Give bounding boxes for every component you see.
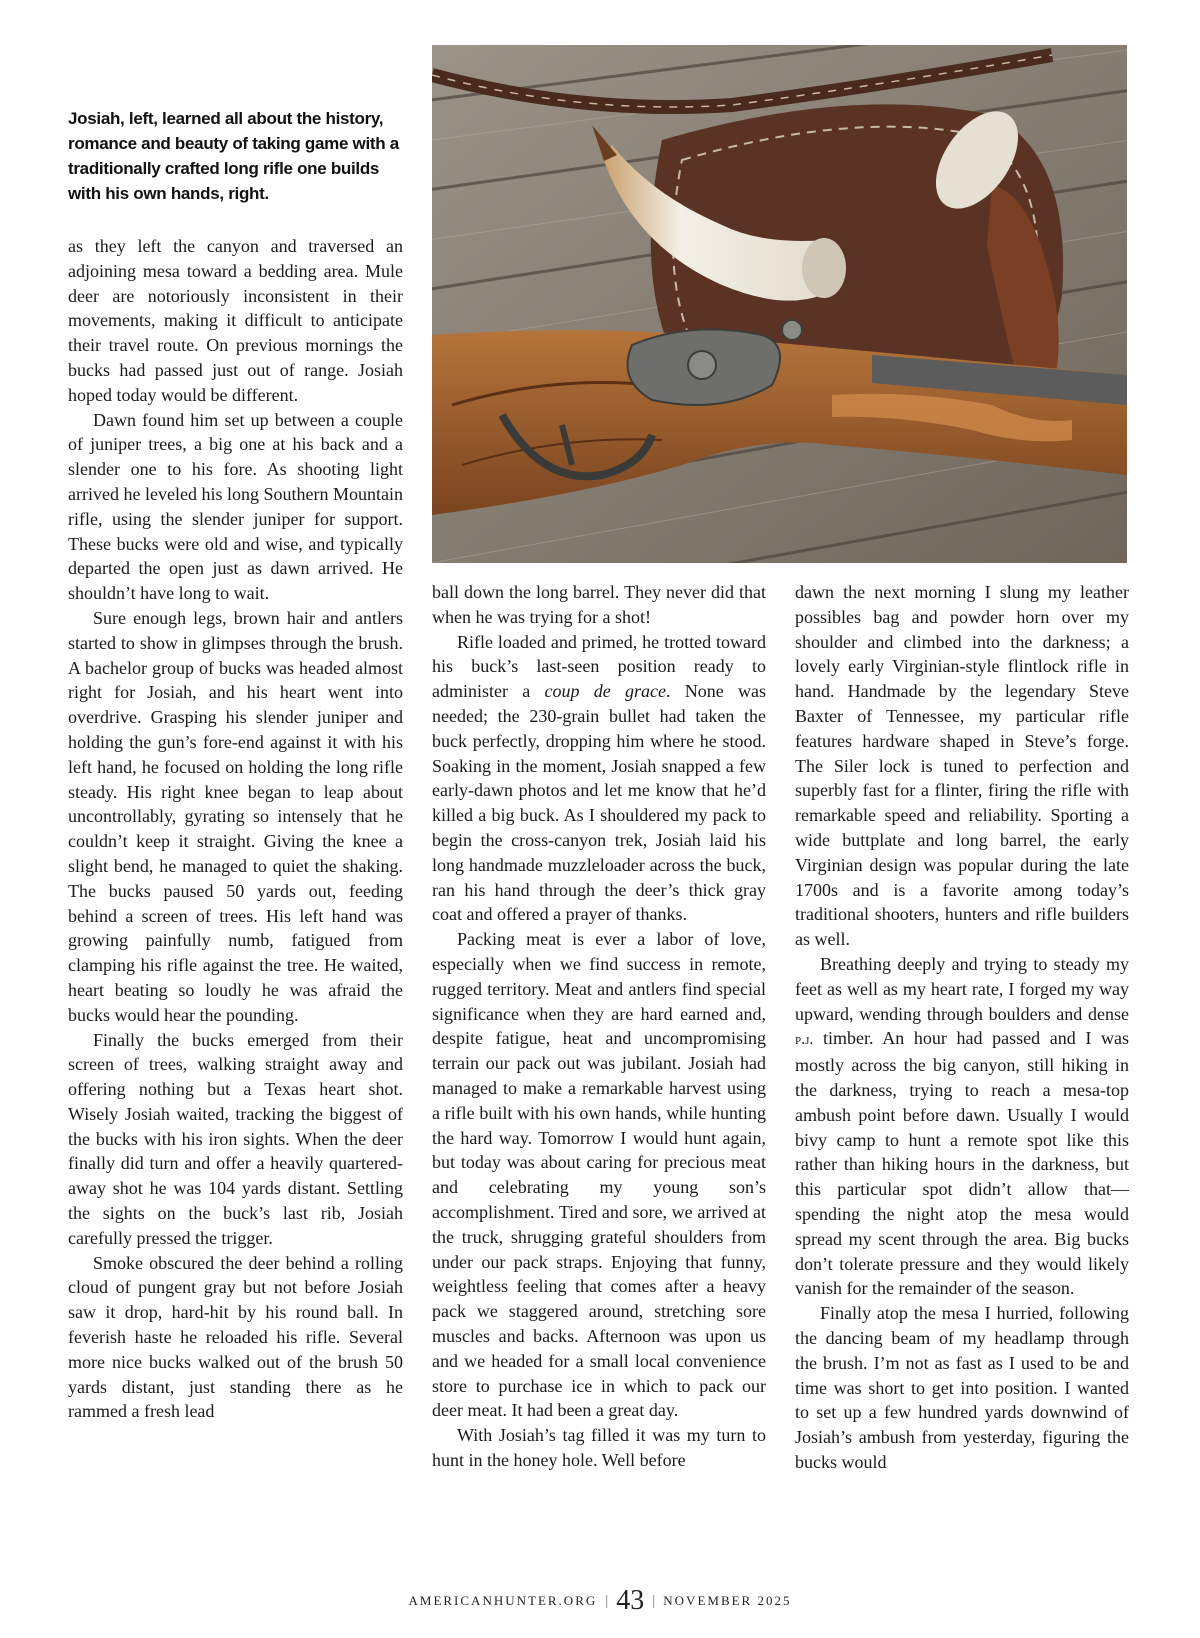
italic-phrase: coup de grace xyxy=(544,681,666,702)
photo-caption: Josiah, left, learned all about the history, romance and beauty of taking game with a traditionally crafted long rifle one builds with his own hands, right. xyxy=(68,109,399,203)
rifle-photo-illustration xyxy=(432,45,1127,563)
paragraph: ball down the long barrel. They never did that when he was trying for a shot! xyxy=(432,582,766,627)
paragraph: Packing meat is ever a labor of love, especially when we find success in remote, rugged territory. Meat and antlers find special significance when they are hard earned and, despite fatigue, heat and uncompromising terrain our pack out was jubilant. Josiah had managed to make a remarkable harvest using a rifle built with his own hands, while hunting the hard way. Tomorrow I would hunt again, but today was about caring for precious meat and celebrating my young son’s accomplishment. Tired and sore, we arrived at the truck, shrugging grateful shoulders from under our pack straps. Enjoying that funny, weightless feeling that comes after a heavy pack we staggered around, stretching sore muscles and backs. Afternoon was upon us and we headed for a small local convenience store to purchase ice in which to pack our deer meat. It had been a great day. xyxy=(432,929,766,1421)
article-column-2 xyxy=(432,580,766,1473)
paragraph xyxy=(795,952,1129,1301)
footer-separator: | xyxy=(605,1592,609,1609)
text-run: . None was needed; the 230-grain bullet had taken the buck perfectly, dropping him where he stood. Soaking in the moment, Josiah snapped a few early-dawn photos and let me know that he’d killed a big buck. As I shouldered my pack to begin the cross-canyon trek, Josiah laid his long handmade muzzleloader across the buck, ran his hand through the deer’s thick gray coat and offered a prayer of thanks. xyxy=(432,681,766,925)
paragraph: dawn the next morning I slung my leather possibles bag and powder horn over my shoulder and climbed into the darkness; a lovely early Virginian-style flintlock rifle in hand. Handmade by the legendary Steve Baxter of Tennessee, my particular rifle features hardware shaped in Steve’s forge. The Siler lock is tuned to perfection and superbly fast for a flinter, firing the rifle with remarkable speed and reliability. Sporting a wide buttplate and long barrel, the early Virginian design was popular during the late 1700s and is a favorite among today’s traditional shooters, hunters and rifle builders as well. xyxy=(795,582,1129,950)
footer-separator: | xyxy=(652,1592,656,1609)
article-column-1 xyxy=(68,234,403,1424)
footer-date: NOVEMBER 2025 xyxy=(663,1593,792,1608)
paragraph: Finally the bucks emerged from their screen of trees, walking straight away and offering nothing but a Texas heart shot. Wisely Josiah waited, tracking the biggest of the bucks with his iron sights. When the deer finally did turn and offer a heavily quartered-away shot he was 104 yards distant. Settling the sights on the buck’s last rib, Josiah carefully pressed the trigger. xyxy=(68,1029,403,1248)
paragraph xyxy=(432,630,766,928)
footer-site: AMERICANHUNTER.ORG xyxy=(408,1593,598,1608)
page-number: 43 xyxy=(616,1585,645,1616)
page-footer xyxy=(0,1585,1200,1617)
text-run: Rifle loaded and primed, he trotted toward his buck’s last-seen position ready to administer a xyxy=(432,631,766,702)
rifle-photo xyxy=(432,45,1127,563)
paragraph: Smoke obscured the deer behind a rolling cloud of pungent gray but not before Josiah saw it drop, hard-hit by his round ball. In feverish haste he reloaded his rifle. Several more nice bucks walked out of the brush 50 yards distant, just standing there as he rammed a fresh lead xyxy=(68,1252,403,1422)
small-caps-abbrev: p.j. xyxy=(795,1031,814,1049)
text-run: timber. An hour had passed and I was mostly across the big canyon, still hiking in the darkness, trying to reach a mesa-top ambush point before dawn. Usually I would bivy camp to hunt a remote spot like this rather than hiking hours in the darkness, but this particular spot didn’t allow that—spending the night atop the mesa would spread my scent through the area. Big bucks don’t tolerate pressure and they would likely vanish for the remainder of the season. xyxy=(795,1028,1129,1299)
paragraph: Finally atop the mesa I hurried, following the dancing beam of my headlamp through the brush. I’m not as fast as I used to be and time was short to get into position. I wanted to set up a few hundred yards downwind of Josiah’s ambush from yesterday, figuring the bucks would xyxy=(795,1303,1129,1472)
text-run: Breathing deeply and trying to steady my feet as well as my heart rate, I forged my way upward, wending through boulders and dense xyxy=(795,953,1129,1024)
paragraph: as they left the canyon and traversed an adjoining mesa toward a bedding area. Mule deer are notoriously inconsistent in their movements, making it difficult to anticipate their travel route. On previous mornings the bucks had passed just out of range. Josiah hoped today would be different. xyxy=(68,236,403,405)
paragraph: Sure enough legs, brown hair and antlers started to show in glimpses through the brush. A bachelor group of bucks was headed almost right for Josiah, and his heart went into overdrive. Grasping his slender juniper and holding the gun’s fore-end against it with his left hand, he focused on holding the long rifle steady. His right knee began to leap about uncontrollably, gyrating so intensely that he couldn’t keep it straight. Giving the knee a slight bend, he managed to quiet the shaking. The bucks paused 50 yards out, feeding behind a screen of trees. His left hand was growing painfully numb, fatigued from clamping his rifle against the tree. He waited, heart beating so loudly he was afraid the bucks would hear the pounding. xyxy=(68,607,403,1025)
paragraph: Dawn found him set up between a couple of juniper trees, a big one at his back and a slender one to his fore. As shooting light arrived he leveled his long Southern Mountain rifle, using the slender juniper for support. These bucks were old and wise, and typically departed the open just as dawn arrived. He shouldn’t have long to wait. xyxy=(68,409,403,604)
paragraph: With Josiah’s tag filled it was my turn to hunt in the honey hole. Well before xyxy=(432,1425,766,1470)
article-column-3 xyxy=(795,580,1129,1475)
